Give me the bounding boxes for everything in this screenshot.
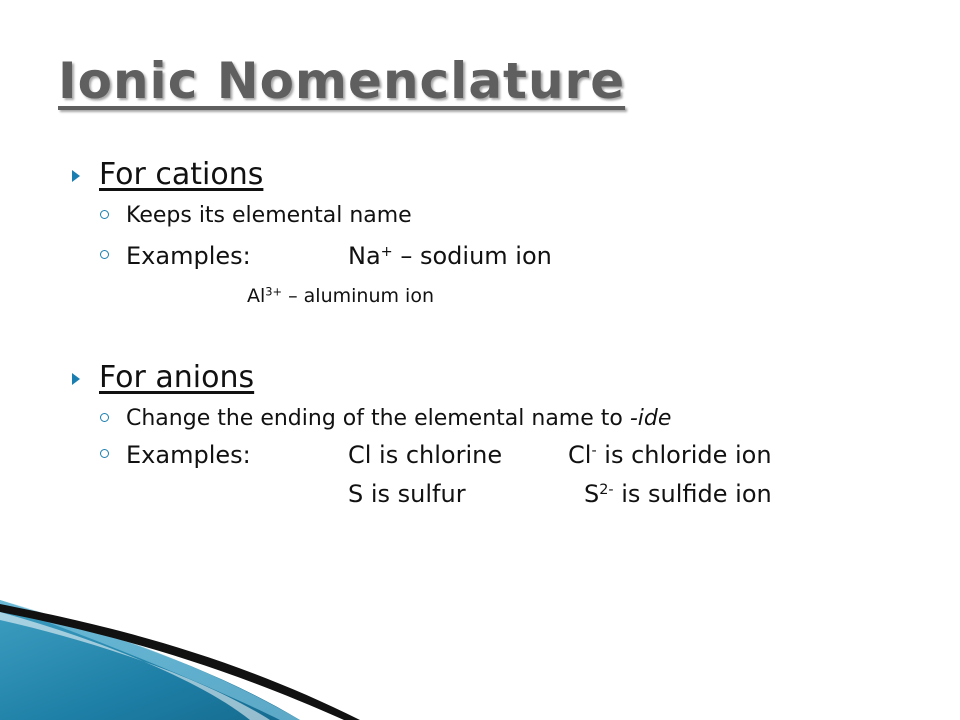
anions-example-chloride xyxy=(568,441,772,469)
anions-bullet-1-text: Change the ending of the elemental name to xyxy=(126,406,630,431)
cations-examples-label: Examples: xyxy=(126,242,251,270)
aluminum-charge: 3+ xyxy=(265,284,283,299)
cations-example-aluminum xyxy=(247,285,434,307)
cations-example-sodium xyxy=(348,242,552,270)
page-title: Ionic Nomenclature xyxy=(58,52,626,110)
circle-bullet-icon xyxy=(100,449,109,458)
circle-bullet-icon xyxy=(100,250,109,259)
cations-bullet-1-text: Keeps its elemental name xyxy=(126,203,412,228)
anions-example-sulfide xyxy=(584,480,772,508)
anions-bullet-1 xyxy=(100,406,671,431)
arrow-bullet-icon xyxy=(72,373,80,385)
anions-example-chlorine-name: Cl is chlorine xyxy=(348,441,503,469)
sulfide-rest: is sulfide ion xyxy=(613,480,772,508)
heading-cations-text: For cations xyxy=(99,157,264,192)
arrow-bullet-icon xyxy=(72,170,80,182)
sodium-charge: + xyxy=(380,244,393,261)
sodium-symbol: Na xyxy=(348,242,381,270)
anions-example-sulfur-name: S is sulfur xyxy=(348,480,466,508)
sulfide-charge: 2- xyxy=(599,482,614,499)
chloride-charge: - xyxy=(591,443,597,460)
circle-bullet-icon xyxy=(100,210,109,219)
aluminum-rest: – aluminum ion xyxy=(282,285,434,307)
chloride-rest: is chloride ion xyxy=(596,441,772,469)
heading-cations xyxy=(72,157,263,192)
anions-suffix: -ide xyxy=(629,406,672,431)
anions-examples-label: Examples: xyxy=(126,441,251,469)
heading-anions-text: For anions xyxy=(99,360,255,395)
aluminum-symbol: Al xyxy=(247,285,266,307)
cations-bullet-1 xyxy=(100,203,412,228)
cations-examples-row-1 xyxy=(100,242,251,270)
sodium-rest: – sodium ion xyxy=(392,242,552,270)
heading-anions xyxy=(72,360,254,395)
sulfide-symbol: S xyxy=(584,480,600,508)
chloride-symbol: Cl xyxy=(568,441,592,469)
anions-examples-row-1 xyxy=(100,441,251,469)
circle-bullet-icon xyxy=(100,413,109,422)
